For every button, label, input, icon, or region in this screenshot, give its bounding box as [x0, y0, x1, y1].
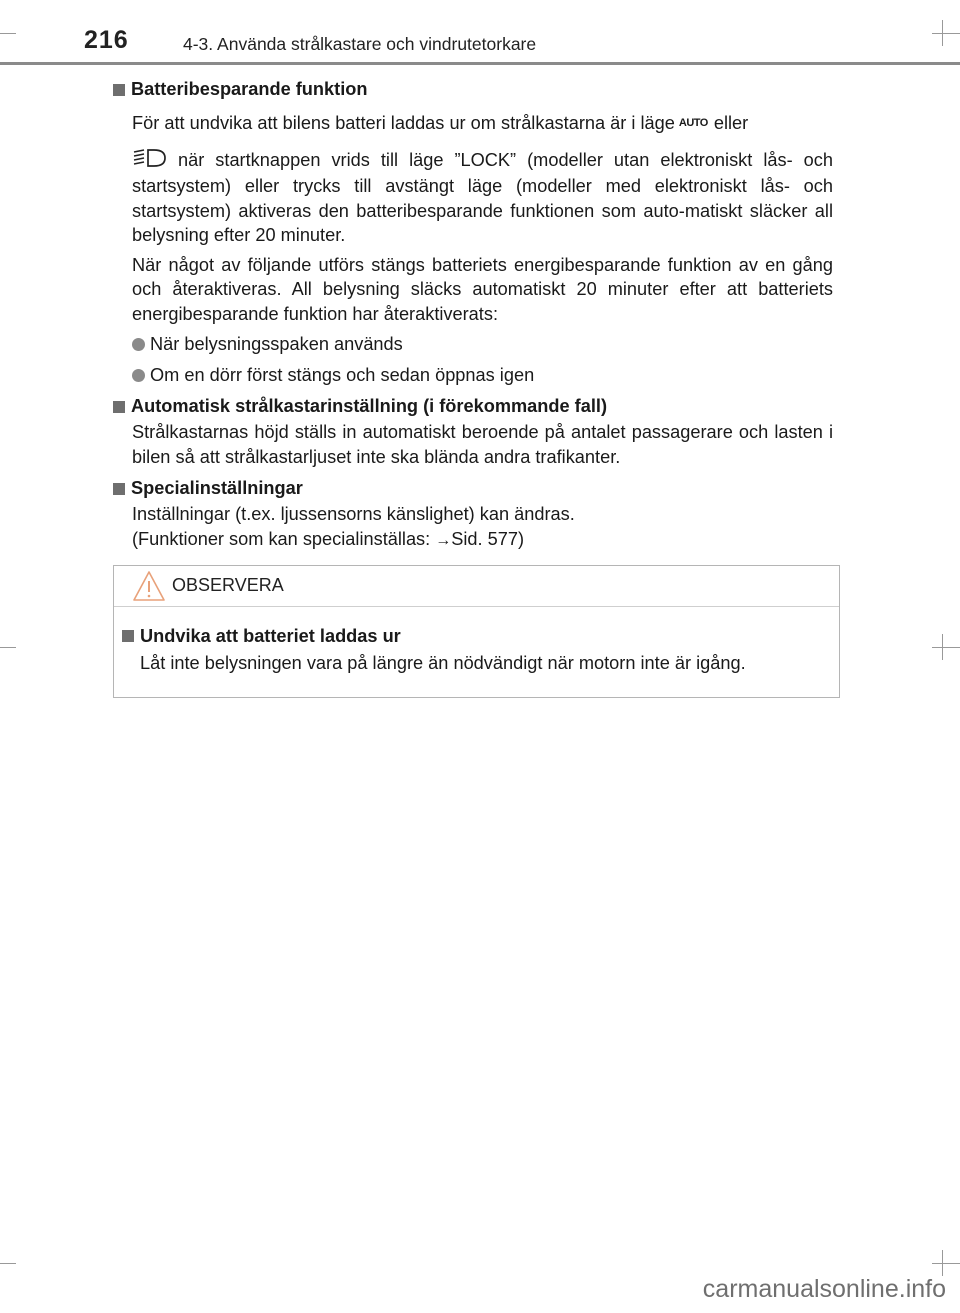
paragraph-text: (Funktioner som kan specialinställas: [132, 528, 431, 549]
notice-heading-text: Undvika att batteriet laddas ur [140, 625, 401, 646]
section-heading-text: Batteribesparande funktion [131, 79, 368, 100]
square-marker-icon [122, 630, 134, 642]
paragraph: Inställningar (t.ex. ljussensorns känslighet) kan ändras. [132, 504, 575, 524]
notice-text: Låt inte belysningen vara på längre än nödvändigt när motorn inte är igång. [140, 653, 746, 673]
paragraph-text: För att undvika att bilens batteri laddas ur om strålkastarna är i läge [132, 113, 675, 133]
bullet-dot-icon [132, 338, 145, 351]
crop-mark [932, 1263, 960, 1264]
paragraph-text: när startknappen vrids till läge ”LOCK” (modeller utan elektroniskt lås- och startsystem) eller trycks till avstängt läge (modeller med elektroniskt lås- och startsystem) aktiveras den batteribesparande funktionen som auto-matiskt släcker all belysning efter 20 minuter. [132, 149, 833, 245]
warning-triangle-icon [132, 570, 166, 607]
paragraph [132, 148, 833, 248]
section-heading-battery-saver [113, 76, 833, 103]
paragraph [132, 111, 833, 136]
page-header [0, 0, 960, 66]
square-marker-icon [113, 84, 125, 96]
auto-headlight-icon: AUTO [678, 117, 708, 129]
header-divider [0, 62, 960, 65]
low-beam-headlight-icon [132, 148, 168, 175]
notice-heading [122, 623, 839, 649]
bullet-dot-icon [132, 369, 145, 382]
list-item [132, 362, 833, 388]
paragraph-text: eller [713, 113, 749, 133]
main-content [113, 76, 833, 558]
page-number: 216 [84, 26, 129, 54]
paragraph [132, 527, 833, 554]
section-heading-customization [113, 475, 833, 502]
paragraph: När något av följande utförs stängs batteriets energibesparande funktion av en gång och återaktiveras. All belysning släcks automatiskt 20 minuter efter att batteriets energibesparande funktion har återaktiverats: [132, 254, 833, 324]
square-marker-icon [113, 483, 125, 495]
arrow-right-icon: → [435, 531, 452, 549]
paragraph: Strålkastarnas höjd ställs in automatiskt beroende på antalet passagerare och lasten i bilen så att strålkastarljuset inte ska blända andra trafikanter. [132, 422, 833, 467]
notice-box [113, 565, 840, 698]
chapter-title: 4-3. Använda strålkastare och vindrutetorkare [183, 34, 537, 54]
crop-mark [932, 647, 960, 648]
list-item-text: När belysningsspaken används [150, 333, 403, 354]
crop-mark [0, 1263, 16, 1264]
list-item [132, 331, 833, 357]
crop-mark [932, 33, 960, 34]
page-reference-link[interactable]: Sid. 577) [451, 528, 525, 549]
section-heading-auto-leveling [113, 393, 833, 420]
watermark: carmanualsonline.info [702, 1275, 946, 1303]
crop-mark [0, 647, 16, 648]
crop-mark [0, 33, 16, 34]
notice-label: OBSERVERA [172, 575, 284, 595]
notice-body [114, 607, 839, 676]
square-marker-icon [113, 401, 125, 413]
section-heading-text: Automatisk strålkastarinställning (i förekommande fall) [131, 396, 608, 417]
notice-header [114, 566, 839, 607]
section-heading-text: Specialinställningar [131, 478, 303, 499]
list-item-text: Om en dörr först stängs och sedan öppnas igen [150, 364, 535, 385]
